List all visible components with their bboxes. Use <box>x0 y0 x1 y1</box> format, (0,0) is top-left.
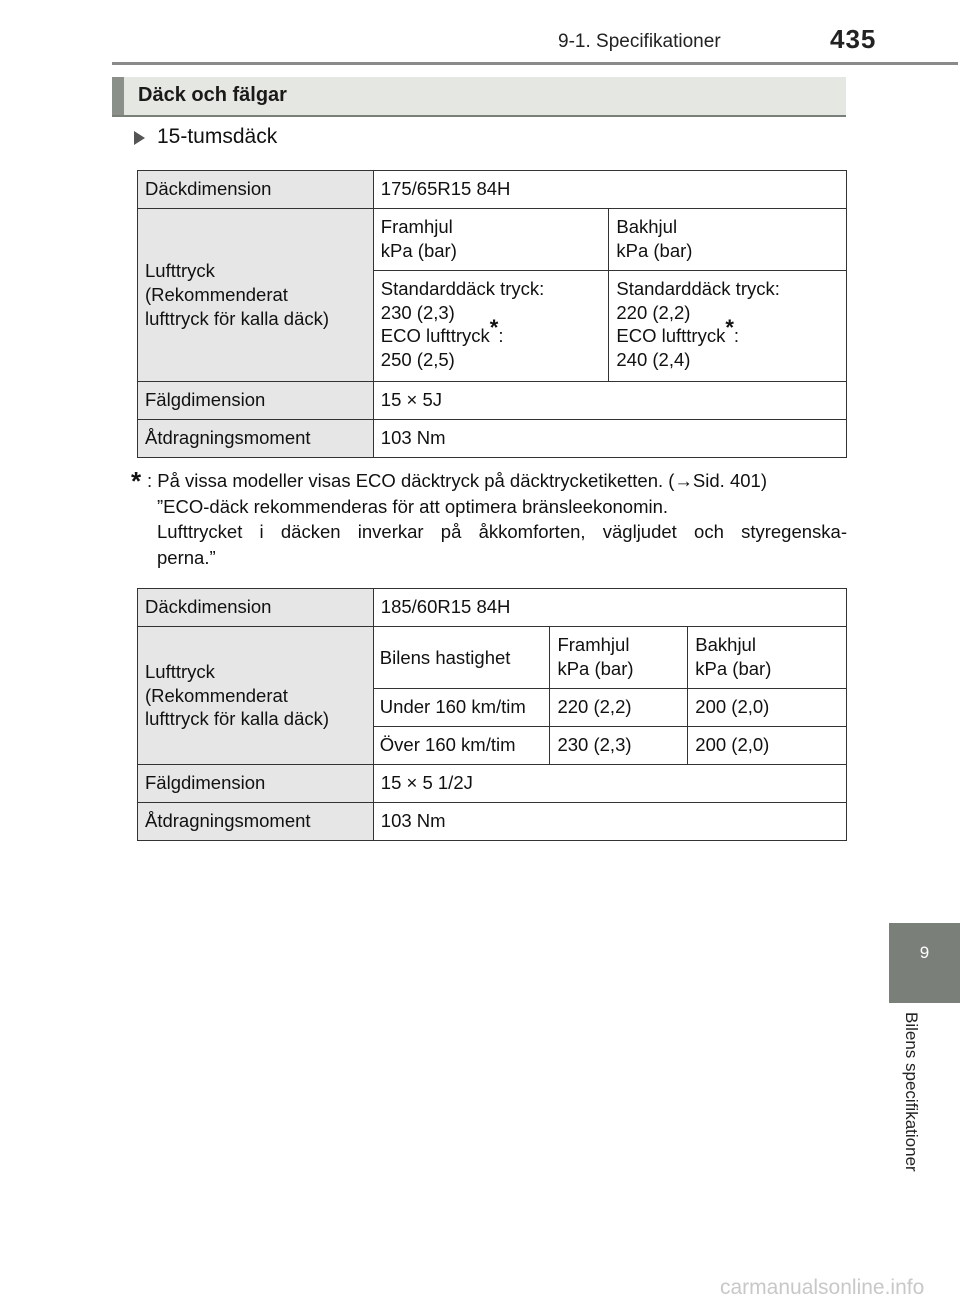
torque-label: Åtdragningsmoment <box>138 803 374 841</box>
rear-pressure-cell: 200 (2,0) <box>688 727 847 765</box>
chapter-number: 9 <box>919 943 930 962</box>
tire-dimension-value: 175/65R15 84H <box>373 171 846 209</box>
tire-dimension-label: Däckdimension <box>138 171 374 209</box>
vehicle-speed-header: Bilens hastighet <box>373 627 550 689</box>
footnote-mark: * <box>489 315 499 341</box>
spec-table-175 <box>137 170 847 458</box>
section-heading-marker <box>112 77 124 115</box>
torque-label: Åtdragningsmoment <box>138 420 374 458</box>
rear-pressure-values: Standarddäck tryck: 220 (2,2) ECO lufttryck*: 240 (2,4) <box>609 271 847 382</box>
chapter-tab[interactable] <box>889 923 960 1003</box>
pressure-label: Lufttryck (Rekommenderat lufttryck för kalla däck) <box>138 209 374 382</box>
header-divider <box>112 62 958 65</box>
table-row <box>138 171 847 209</box>
rear-wheel-header: Bakhjul kPa (bar) <box>688 627 847 689</box>
watermark: carmanualsonline.info <box>720 1276 925 1299</box>
footnote-line: ”ECO-däck rekommenderas för att optimera bränsleekonomin. <box>157 495 669 517</box>
triangle-bullet-icon <box>134 131 145 145</box>
footnote <box>131 468 847 570</box>
tire-dimension-label: Däckdimension <box>138 589 374 627</box>
footnote-mark: * <box>725 315 734 341</box>
table-row <box>138 627 847 689</box>
front-pressure-cell: 230 (2,3) <box>550 727 688 765</box>
tire-dimension-value: 185/60R15 84H <box>373 589 846 627</box>
front-wheel-header: Framhjul kPa (bar) <box>550 627 688 689</box>
subsection-title: 15-tumsdäck <box>157 125 278 148</box>
pressure-label: Lufttryck (Rekommenderat lufttryck för kalla däck) <box>138 627 374 765</box>
table-row <box>138 209 847 271</box>
front-pressure-cell: 220 (2,2) <box>550 689 688 727</box>
footnote-line: Lufttrycket i däcken inverkar på åkkomforten, vägljudet och styregenska- <box>157 521 847 543</box>
spec-table-185 <box>137 588 847 841</box>
footnote-line: : På vissa modeller visas ECO däcktryck på däcktrycketiketten. (→Sid. 401) <box>147 470 767 491</box>
page-number: 435 <box>830 24 877 54</box>
rim-dimension-value: 15 × 5 1/2J <box>373 765 846 803</box>
table-row <box>138 420 847 458</box>
rim-dimension-label: Fälgdimension <box>138 765 374 803</box>
rim-dimension-value: 15 × 5J <box>373 382 846 420</box>
front-wheel-header: Framhjul kPa (bar) <box>373 209 609 271</box>
torque-value: 103 Nm <box>373 803 846 841</box>
table-row <box>138 589 847 627</box>
rim-dimension-label: Fälgdimension <box>138 382 374 420</box>
speed-cell: Över 160 km/tim <box>373 727 550 765</box>
footnote-mark: * <box>131 466 142 496</box>
rear-pressure-cell: 200 (2,0) <box>688 689 847 727</box>
footnote-line: perna.” <box>157 546 216 568</box>
header-section-title: 9-1. Specifikationer <box>558 31 721 52</box>
rear-wheel-header: Bakhjul kPa (bar) <box>609 209 847 271</box>
table-row <box>138 803 847 841</box>
section-title: Däck och fälgar <box>138 84 287 106</box>
speed-cell: Under 160 km/tim <box>373 689 550 727</box>
section-heading <box>112 77 846 117</box>
torque-value: 103 Nm <box>373 420 846 458</box>
table-row <box>138 765 847 803</box>
front-pressure-values: Standarddäck tryck: 230 (2,3) ECO lufttryck*: 250 (2,5) <box>373 271 609 382</box>
table-row <box>138 382 847 420</box>
chapter-title: Bilens specifikationer <box>902 1012 921 1172</box>
